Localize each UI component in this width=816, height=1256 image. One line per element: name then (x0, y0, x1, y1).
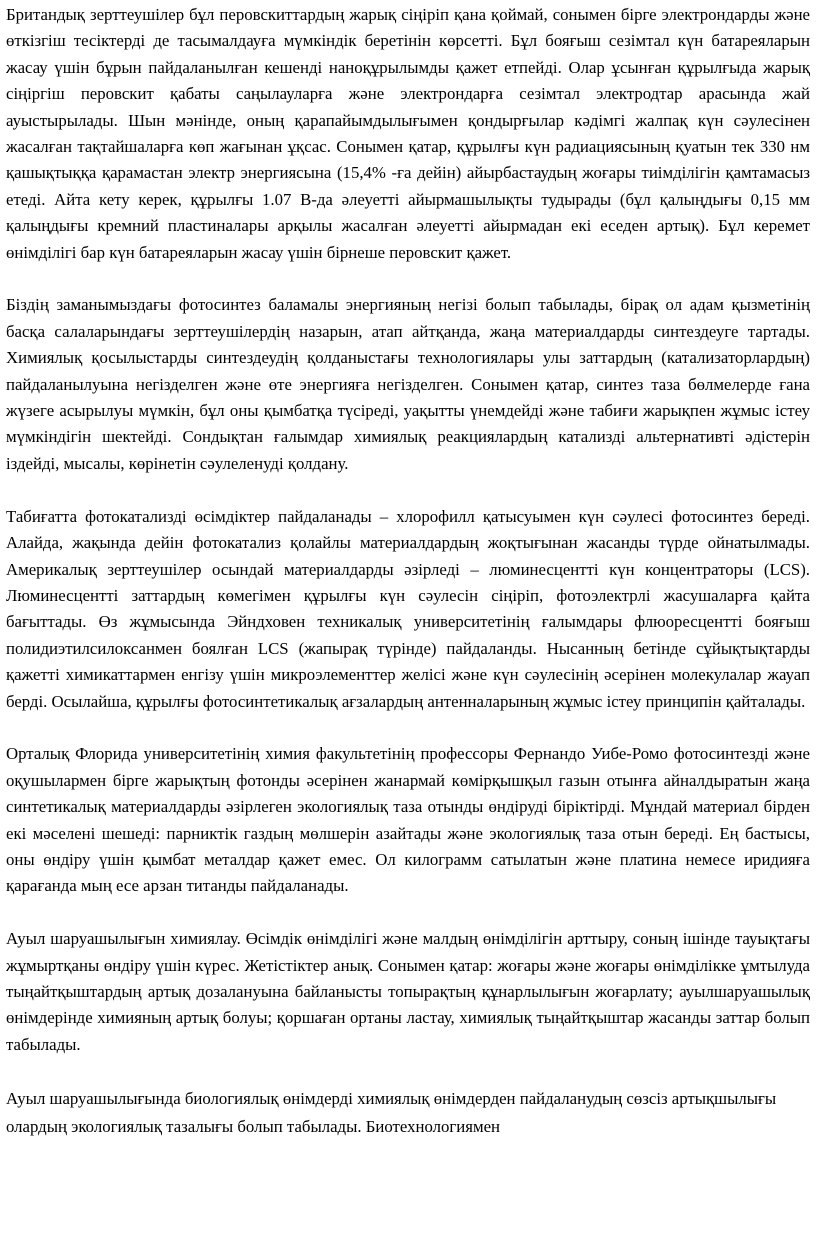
paragraph-florida-university: Орталық Флорида университетінің химия факультетінің профессоры Фернандо Уибе-Ромо фотосинтезді және оқушылармен бірге жарықтың фотонды әсерінен жанармай көмірқышқыл газын отынға айналдыратын жаңа синтетикалық материалдарды әзірлеген экологиялық таза отынды өндіруді біріктірді. Мұндай материал бірден екі мәселені шешеді: парниктік газдың мөлшерін азайтады және экологиялық таза отын береді. Ең бастысы, оны өндіру үшін қымбат металдар қажет емес. Ол килограмм сатылатын және платина немесе иридияға қарағанда мың есе арзан титанды пайдаланады. (6, 744, 810, 896)
paragraph-photocatalysis: Табиғатта фотокатализді өсімдіктер пайдаланады – хлорофилл қатысуымен күн сәулесі фотосинтез береді. Алайда, жақында дейін фотокатализ қолайлы материалдардың жоқтығынан жасанды түрде ойнатылмады. Америкалық зерттеушілер осындай материалдарды әзірледі – люминесцентті күн концентраторы (LCS). Люминесцентті заттардың көмегімен құрылғы күн сәулесін сіңіріп, фотоэлектрлі жасушаларға қайта бағыттады. Өз жұмысында Эйндховен техникалық университетінің ғалымдары флюоресцентті бояғыш полидиэтилсилоксанмен боялған LCS (жапырақ түрінде) пайдаланды. Нысанның бетінде сұйықтықтарды қажетті химикаттармен енгізу үшін микроэлементтер желісі және күн сәулесінің әсерінен молекулалар жауап берді. Осылайша, құрылғы фотосинтетикалық ағзалардың антенналарының жұмыс істеу принципін қайталады. (6, 506, 810, 711)
paragraph-agriculture-chemistry: Ауыл шаруашылығын химиялау. Өсімдік өнімділігі және малдың өнімділігін арттыру, соның ішінде тауықтағы жұмыртқаны өндіру үшін күрес. Жетістіктер анық. Сонымен қатар: жоғары және жоғары өнімділікке ұмтылуда тыңайтқыштардың артық дозалануына байланысты топырақтың құнарлылығын жоғарлату; ауылшаруашылық өнімдерінде химияның артық болуы; қоршаған ортаны ластау, химиялық тыңайтқыштар жасанды заттар болып табылады. (6, 929, 810, 1054)
paragraph-perovskite: Британдық зерттеушілер бұл перовскиттардың жарық сіңіріп қана қоймай, сонымен бірге электрондарды және өткізгіш тесіктерді де тасымалдауға мүмкіндік беретінін көрсетті. Бұл бояғыш сезімтал күн батареяларын жасау үшін бұрын пайдаланылған кешенді наноқұрылымды қажет етпейді. Олар ұсынған құрылғыда жарық сіңіргіш перовскит қабаты саңылауларға және электрондарға сезімтал электродтар арасында жай ауыстырылады. Шын мәнінде, оның қарапайымдылығымен қондырғылар кәдімгі жалпақ күн сәулесінен жасалған тақтайшаларға көп жағынан ұқсас. Сонымен қатар, құрылғы күн радиациясының қуатын тек 330 нм қашықтыққа қарамастан электр энергиясына (15,4% -ға дейін) айырбастаудың жоғары тиімділігін қамтамасыз етеді. Айта кету керек, құрылғы 1.07 В-да әлеуетті айырмашылықты тудырады (бұл қалыңдығы 0,15 мм қалыңдығы кремний пластиналары арқылы жасалған әлеуетті айырмадан екі еседен артық). Бұл керемет өнімділігі бар күн батареяларын жасау үшін бірнеше перовскит қажет. (6, 5, 810, 262)
paragraph-photosynthesis: Біздің заманымыздағы фотосинтез баламалы энергияның негізі болып табылады, бірақ ол адам қызметінің басқа салаларындағы зерттеушілердің назарын, атап айтқанда, жаңа материалдарды синтездеуге тартады. Химиялық қосылыстарды синтездеудің қолданыстағы технологиялары улы заттардың (катализаторлардың) пайдаланылуына негізделген және өте энергияға негізделген. Сонымен қатар, синтез таза бөлмелерде ғана жүзеге асырылуы мүмкін, бұл оны қымбатқа түсіреді, уақытты үнемдейді және табиғи жарықпен жұмыс істеу мүмкіндігін шектейді. Сондықтан ғалымдар химиялық реакциялардың катализді альтернативті әдістерін іздейді, мысалы, көрінетін сәулеленуді қолдану. (6, 295, 810, 473)
paragraph-biological-products: Ауыл шаруашылығында биологиялық өнімдерді химиялық өнімдерден пайдаланудың сөзсіз артықшылығы олардың экологиялық тазалығы болып табылады. Биотехнологиямен (6, 1088, 777, 1137)
